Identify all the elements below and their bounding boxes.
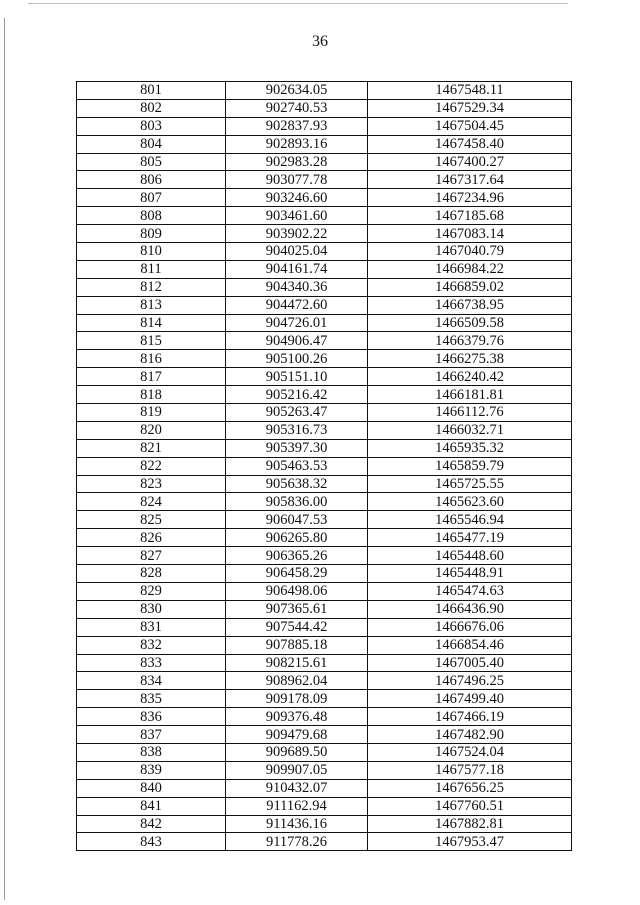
table-row [77,314,572,332]
x-coordinate-cell: 904472.60 [226,296,368,314]
table-row [77,511,572,529]
y-coordinate-cell: 1467882.81 [368,815,572,833]
y-coordinate-cell: 1467040.79 [368,243,572,261]
x-coordinate-cell: 904340.36 [226,278,368,296]
x-coordinate-cell: 907365.61 [226,600,368,618]
table-body [77,82,572,851]
point-number-cell: 802 [77,99,226,117]
point-number-cell: 801 [77,82,226,100]
table-row [77,225,572,243]
point-number-cell: 805 [77,153,226,171]
y-coordinate-cell: 1465725.55 [368,475,572,493]
table-row [77,99,572,117]
point-number-cell: 820 [77,421,226,439]
y-coordinate-cell: 1465623.60 [368,493,572,511]
table-row [77,761,572,779]
table-row [77,529,572,547]
point-number-cell: 834 [77,672,226,690]
x-coordinate-cell: 911436.16 [226,815,368,833]
x-coordinate-cell: 904906.47 [226,332,368,350]
y-coordinate-cell: 1467953.47 [368,833,572,851]
y-coordinate-cell: 1466436.90 [368,600,572,618]
table-row [77,153,572,171]
x-coordinate-cell: 909479.68 [226,726,368,744]
y-coordinate-cell: 1467548.11 [368,82,572,100]
table-row [77,171,572,189]
y-coordinate-cell: 1466984.22 [368,260,572,278]
y-coordinate-cell: 1467529.34 [368,99,572,117]
x-coordinate-cell: 909178.09 [226,690,368,708]
point-number-cell: 838 [77,743,226,761]
x-coordinate-cell: 904025.04 [226,243,368,261]
x-coordinate-cell: 904161.74 [226,260,368,278]
point-number-cell: 824 [77,493,226,511]
x-coordinate-cell: 905216.42 [226,386,368,404]
table-row [77,368,572,386]
x-coordinate-cell: 907544.42 [226,618,368,636]
y-coordinate-cell: 1465474.63 [368,582,572,600]
point-number-cell: 829 [77,582,226,600]
y-coordinate-cell: 1465477.19 [368,529,572,547]
y-coordinate-cell: 1467458.40 [368,135,572,153]
table-row [77,350,572,368]
point-number-cell: 826 [77,529,226,547]
point-number-cell: 827 [77,547,226,565]
point-number-cell: 832 [77,636,226,654]
point-number-cell: 811 [77,260,226,278]
y-coordinate-cell: 1466181.81 [368,386,572,404]
x-coordinate-cell: 905100.26 [226,350,368,368]
x-coordinate-cell: 906265.80 [226,529,368,547]
y-coordinate-cell: 1465859.79 [368,457,572,475]
x-coordinate-cell: 902837.93 [226,117,368,135]
table-row [77,797,572,815]
table-row [77,743,572,761]
x-coordinate-cell: 905638.32 [226,475,368,493]
table-row [77,296,572,314]
point-number-cell: 819 [77,404,226,422]
x-coordinate-cell: 907885.18 [226,636,368,654]
point-number-cell: 841 [77,797,226,815]
table-row [77,457,572,475]
table-row [77,243,572,261]
y-coordinate-cell: 1467524.04 [368,743,572,761]
table-row [77,636,572,654]
x-coordinate-cell: 905397.30 [226,439,368,457]
point-number-cell: 823 [77,475,226,493]
y-coordinate-cell: 1466859.02 [368,278,572,296]
table-row [77,582,572,600]
y-coordinate-cell: 1466275.38 [368,350,572,368]
y-coordinate-cell: 1467496.25 [368,672,572,690]
table-row [77,708,572,726]
table-row [77,600,572,618]
point-number-cell: 828 [77,565,226,583]
x-coordinate-cell: 906498.06 [226,582,368,600]
table-row [77,815,572,833]
table-row [77,565,572,583]
table-row [77,332,572,350]
left-margin-line [4,18,5,900]
point-number-cell: 830 [77,600,226,618]
x-coordinate-cell: 905316.73 [226,421,368,439]
x-coordinate-cell: 905263.47 [226,404,368,422]
point-number-cell: 809 [77,225,226,243]
table-row [77,654,572,672]
table-row [77,82,572,100]
y-coordinate-cell: 1466738.95 [368,296,572,314]
point-number-cell: 818 [77,386,226,404]
y-coordinate-cell: 1466379.76 [368,332,572,350]
point-number-cell: 821 [77,439,226,457]
y-coordinate-cell: 1466112.76 [368,404,572,422]
point-number-cell: 842 [77,815,226,833]
point-number-cell: 835 [77,690,226,708]
table-row [77,421,572,439]
point-number-cell: 804 [77,135,226,153]
point-number-cell: 837 [77,726,226,744]
table-row [77,475,572,493]
table-row [77,404,572,422]
point-number-cell: 803 [77,117,226,135]
x-coordinate-cell: 908962.04 [226,672,368,690]
table-row [77,779,572,797]
y-coordinate-cell: 1465448.91 [368,565,572,583]
table-row [77,135,572,153]
x-coordinate-cell: 909907.05 [226,761,368,779]
point-number-cell: 822 [77,457,226,475]
y-coordinate-cell: 1467499.40 [368,690,572,708]
point-number-cell: 817 [77,368,226,386]
x-coordinate-cell: 903246.60 [226,189,368,207]
point-number-cell: 814 [77,314,226,332]
table-row [77,672,572,690]
point-number-cell: 806 [77,171,226,189]
y-coordinate-cell: 1467005.40 [368,654,572,672]
y-coordinate-cell: 1467400.27 [368,153,572,171]
y-coordinate-cell: 1465546.94 [368,511,572,529]
point-number-cell: 831 [77,618,226,636]
x-coordinate-cell: 903902.22 [226,225,368,243]
x-coordinate-cell: 904726.01 [226,314,368,332]
x-coordinate-cell: 905836.00 [226,493,368,511]
x-coordinate-cell: 909689.50 [226,743,368,761]
top-rule [28,3,568,4]
point-number-cell: 836 [77,708,226,726]
table-row [77,189,572,207]
x-coordinate-cell: 906365.26 [226,547,368,565]
y-coordinate-cell: 1467466.19 [368,708,572,726]
x-coordinate-cell: 902740.53 [226,99,368,117]
point-number-cell: 816 [77,350,226,368]
table-row [77,117,572,135]
x-coordinate-cell: 902634.05 [226,82,368,100]
y-coordinate-cell: 1466240.42 [368,368,572,386]
x-coordinate-cell: 909376.48 [226,708,368,726]
x-coordinate-cell: 911778.26 [226,833,368,851]
point-number-cell: 843 [77,833,226,851]
point-number-cell: 808 [77,207,226,225]
point-number-cell: 833 [77,654,226,672]
x-coordinate-cell: 905151.10 [226,368,368,386]
y-coordinate-cell: 1465935.32 [368,439,572,457]
point-number-cell: 812 [77,278,226,296]
y-coordinate-cell: 1466032.71 [368,421,572,439]
table-row [77,439,572,457]
y-coordinate-cell: 1467317.64 [368,171,572,189]
y-coordinate-cell: 1466854.46 [368,636,572,654]
y-coordinate-cell: 1466509.58 [368,314,572,332]
y-coordinate-cell: 1467185.68 [368,207,572,225]
y-coordinate-cell: 1467234.96 [368,189,572,207]
x-coordinate-cell: 903461.60 [226,207,368,225]
x-coordinate-cell: 910432.07 [226,779,368,797]
point-number-cell: 813 [77,296,226,314]
point-number-cell: 839 [77,761,226,779]
y-coordinate-cell: 1467504.45 [368,117,572,135]
y-coordinate-cell: 1465448.60 [368,547,572,565]
y-coordinate-cell: 1467656.25 [368,779,572,797]
point-number-cell: 840 [77,779,226,797]
x-coordinate-cell: 911162.94 [226,797,368,815]
x-coordinate-cell: 903077.78 [226,171,368,189]
table-row [77,833,572,851]
coordinates-table [76,81,572,851]
point-number-cell: 815 [77,332,226,350]
table-row [77,260,572,278]
y-coordinate-cell: 1467760.51 [368,797,572,815]
table-row [77,726,572,744]
x-coordinate-cell: 902983.28 [226,153,368,171]
y-coordinate-cell: 1467083.14 [368,225,572,243]
x-coordinate-cell: 906047.53 [226,511,368,529]
point-number-cell: 825 [77,511,226,529]
table-row [77,493,572,511]
page-number: 36 [312,33,328,50]
x-coordinate-cell: 905463.53 [226,457,368,475]
y-coordinate-cell: 1467577.18 [368,761,572,779]
x-coordinate-cell: 908215.61 [226,654,368,672]
y-coordinate-cell: 1467482.90 [368,726,572,744]
point-number-cell: 810 [77,243,226,261]
y-coordinate-cell: 1466676.06 [368,618,572,636]
table-row [77,278,572,296]
table-row [77,207,572,225]
table-row [77,618,572,636]
point-number-cell: 807 [77,189,226,207]
table-row [77,386,572,404]
x-coordinate-cell: 906458.29 [226,565,368,583]
table-row [77,690,572,708]
table-row [77,547,572,565]
x-coordinate-cell: 902893.16 [226,135,368,153]
